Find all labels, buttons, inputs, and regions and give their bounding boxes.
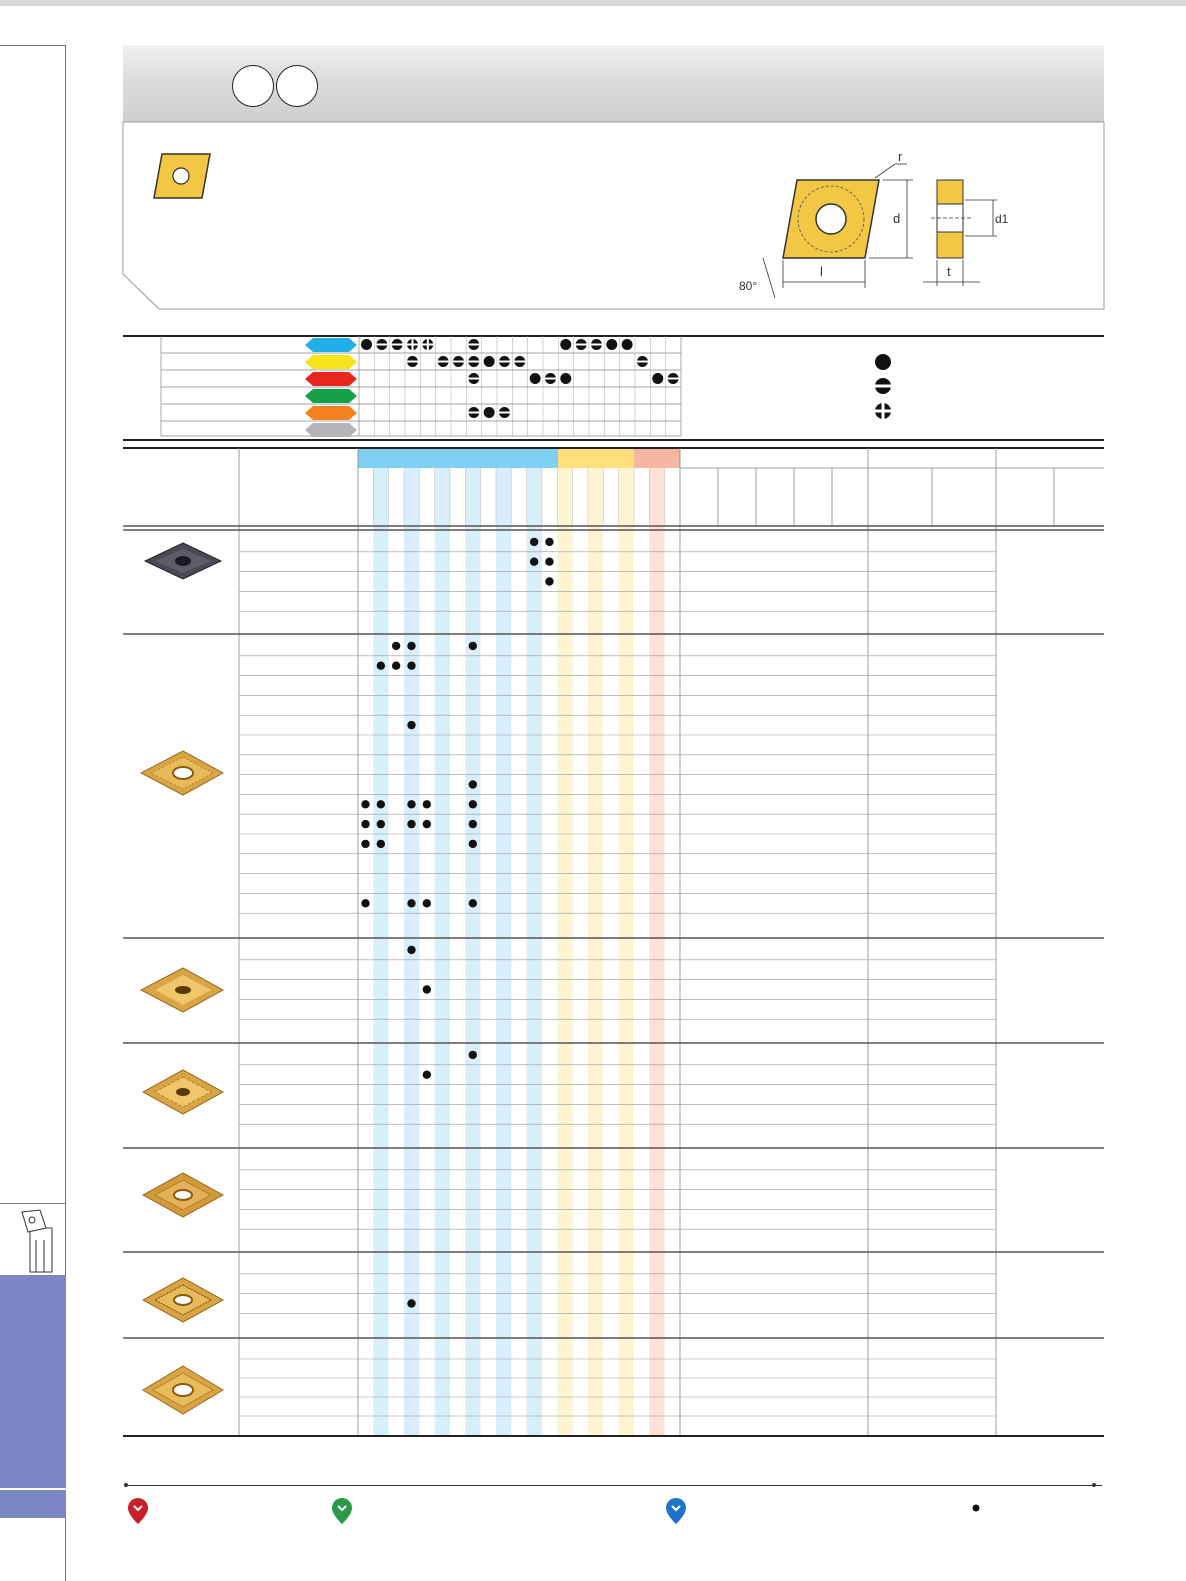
side-tab[interactable] (0, 1275, 66, 1518)
availability-dot (545, 558, 553, 566)
availability-dot (377, 662, 385, 670)
availability-dot (377, 800, 385, 808)
legend-filled-dot-icon (875, 354, 891, 370)
footer-dot-icon (973, 1505, 980, 1512)
dimension-r-label: r (898, 149, 903, 164)
side-tab-divider (0, 1488, 66, 1490)
availability-dot (469, 1051, 477, 1059)
insert-photo-1 (145, 543, 221, 579)
legend-mark (543, 373, 557, 384)
availability-dot (423, 820, 431, 828)
legend-mark (375, 339, 389, 350)
material-tag-orange (305, 406, 357, 420)
left-frame-divider (0, 1203, 66, 1204)
availability-dot (530, 558, 538, 566)
material-tag-yellow (305, 355, 357, 369)
availability-dot (423, 1071, 431, 1079)
material-tag-blue (305, 338, 357, 352)
legend-mark (484, 356, 495, 367)
angle-label: 80° (739, 279, 758, 293)
legend-mark (467, 339, 481, 350)
availability-dot (392, 662, 400, 670)
availability-dot (469, 780, 477, 788)
legend-mark (589, 339, 603, 350)
legend-mark (652, 373, 663, 384)
availability-dot (392, 642, 400, 650)
left-frame-top (0, 45, 66, 46)
availability-dot (545, 538, 553, 546)
top-bar (0, 0, 1186, 6)
availability-dot (407, 800, 415, 808)
legend-mark (451, 356, 465, 367)
footer-green-pin-icon (332, 1498, 352, 1524)
availability-dot (469, 899, 477, 907)
legend-mark (560, 339, 571, 350)
footer-red-pin-icon (128, 1498, 148, 1524)
insert-photo-2 (141, 751, 223, 795)
dimension-d-label: d (893, 211, 901, 226)
availability-dot (361, 820, 369, 828)
material-tag-red (305, 372, 357, 386)
legend-mark (467, 356, 481, 367)
legend-mark (390, 339, 404, 350)
legend-mark (421, 338, 435, 352)
availability-dot (545, 577, 553, 585)
availability-dot (530, 538, 538, 546)
availability-dot (469, 800, 477, 808)
legend-mark (606, 339, 617, 350)
legend-mark (666, 373, 680, 384)
legend-mark (361, 339, 372, 350)
iso-circle-left (232, 65, 274, 107)
availability-dot (407, 899, 415, 907)
legend-mark (560, 373, 571, 384)
availability-dot (423, 800, 431, 808)
legend-mark (436, 356, 450, 367)
legend-mark (405, 356, 419, 367)
availability-dot (423, 899, 431, 907)
material-tag-green (305, 389, 357, 403)
legend-mark (467, 407, 481, 418)
product-table (123, 448, 1104, 1448)
insert-photo-6 (143, 1278, 223, 1322)
availability-dot (407, 820, 415, 828)
availability-dot (361, 899, 369, 907)
availability-dot (407, 662, 415, 670)
insert-dimension-diagram (735, 148, 1009, 298)
availability-dot (469, 642, 477, 650)
availability-dot (407, 946, 415, 954)
material-tag-gray (305, 423, 357, 437)
dimension-t-label: t (947, 264, 951, 279)
iso-circle-right (276, 65, 318, 107)
material-compatibility-grid (123, 334, 1105, 444)
insert-photo-5 (143, 1173, 223, 1217)
footer-blue-pin-icon (666, 1498, 686, 1524)
availability-dot (407, 1299, 415, 1307)
footer-legend (120, 1478, 1100, 1528)
availability-dot (377, 820, 385, 828)
legend-mark (497, 356, 511, 367)
dimension-l-label: l (820, 264, 823, 279)
legend-mark (635, 356, 649, 367)
legend-mark (513, 356, 527, 367)
tool-holder-icon (18, 1210, 58, 1272)
legend-mark (467, 373, 481, 384)
insert-photo-7 (143, 1366, 223, 1414)
availability-dot (377, 840, 385, 848)
legend-cross-dot-icon (873, 401, 893, 421)
availability-dot (407, 721, 415, 729)
legend-mark (574, 339, 588, 350)
availability-dot (469, 820, 477, 828)
dimension-d1-label: d1 (995, 212, 1009, 226)
availability-dot (361, 840, 369, 848)
legend-mark (530, 373, 541, 384)
insert-type-icon (152, 152, 212, 202)
legend-mark (622, 339, 633, 350)
availability-dot (361, 800, 369, 808)
legend-mark (484, 407, 495, 418)
availability-dot (469, 840, 477, 848)
insert-photo-3 (141, 968, 223, 1012)
availability-dot (423, 985, 431, 993)
availability-dot (407, 642, 415, 650)
legend-mark (497, 407, 511, 418)
legend-half-dot-icon (873, 378, 893, 394)
insert-photo-4 (143, 1070, 223, 1114)
legend-mark (405, 338, 419, 352)
